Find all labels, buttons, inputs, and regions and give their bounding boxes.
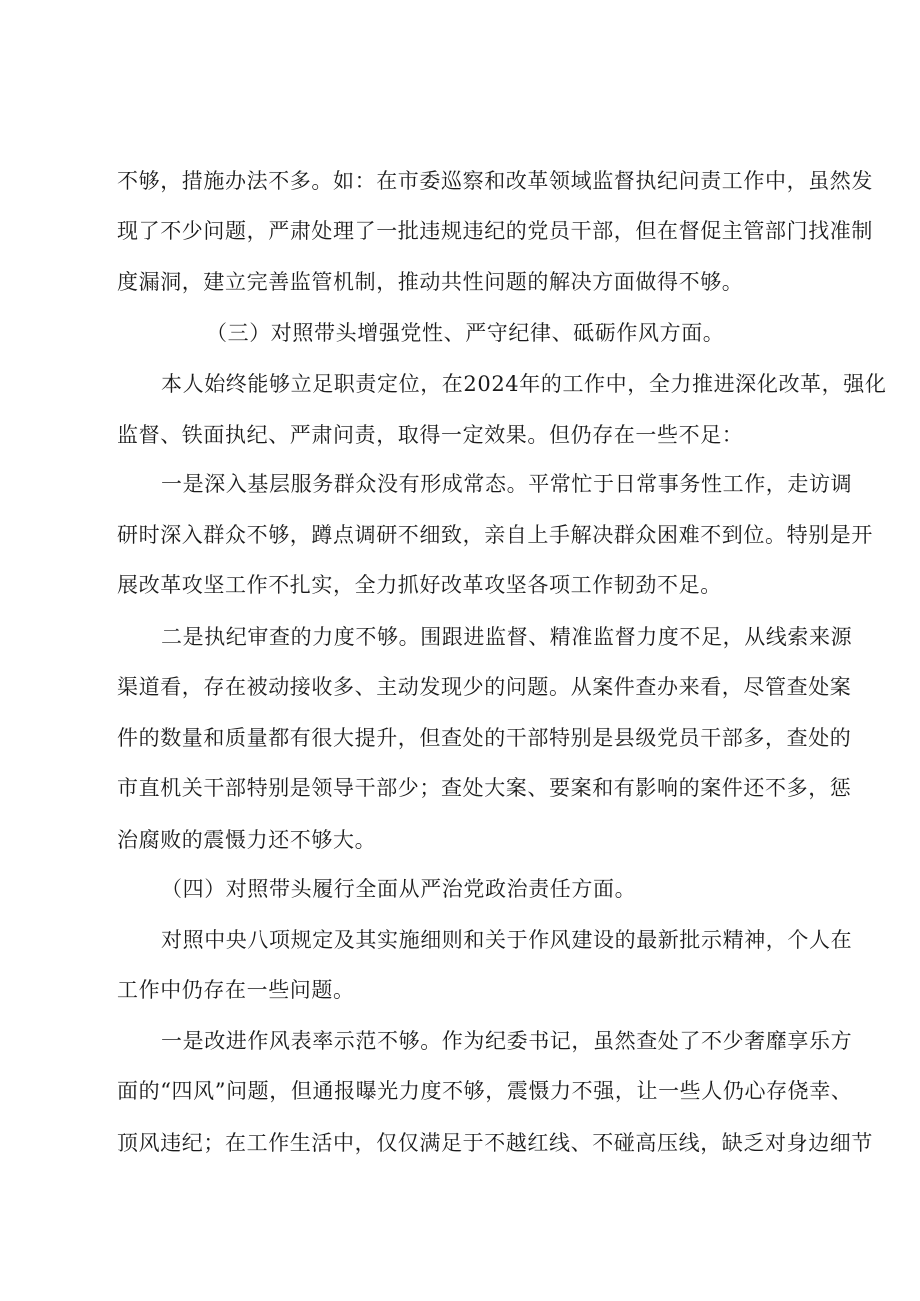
text-line: 现了不少问题，严肃处理了一批违规违纪的党员干部，但在督促主管部门找准制 [117,219,873,243]
text-line: 度漏洞，建立完善监管机制，推动共性问题的解决方面做得不够。 [117,270,744,294]
text-line: 展改革攻坚工作不扎实，全力抓好改革攻坚各项工作韧劲不足。 [117,573,722,597]
text-line: 一是改进作风表率示范不够。作为纪委书记，虽然查处了不少奢靡享乐方 [161,1029,853,1053]
text-line: 监督、铁面执纪、严肃问责，取得一定效果。但仍存在一些不足： [117,423,744,447]
text-line: 治腐败的震慑力还不够大。 [117,828,377,852]
text-line: 顶风违纪；在工作生活中，仅仅满足于不越红线、不碰高压线，缺乏对身边细节 [117,1131,873,1155]
text-line: 件的数量和质量都有很大提升，但查处的干部特别是县级党员干部多，查处的 [117,726,852,750]
text-line: 本人始终能够立足职责定位，在2024年的工作中，全力推进深化改革，强化 [161,372,887,396]
text-line: 市直机关干部特别是领导干部少；查处大案、要案和有影响的案件还不多，惩 [117,776,852,800]
text-line: 不够，措施办法不多。如：在市委巡察和改革领域监督执纪问责工作中，虽然发 [117,169,873,193]
text-line: 一是深入基层服务群众没有形成常态。平常忙于日常事务性工作，走访调 [161,472,853,496]
text-line: 二是执纪审查的力度不够。围跟进监督、精准监督力度不足，从线索来源 [161,625,853,649]
text-line: 对照中央八项规定及其实施细则和关于作风建设的最新批示精神，个人在 [161,928,853,952]
text-line: 工作中仍存在一些问题。 [117,978,355,1002]
text-line: 面的“四风”问题，但通报曝光力度不够，震慑力不强，让一些人仍心存侥幸、 [117,1079,853,1103]
text-line: 渠道看，存在被动接收多、主动发现少的问题。从案件查办来看，尽管查处案 [117,675,852,699]
section-heading: （三）对照带头增强党性、严守纪律、砥砺作风方面。 [206,321,725,345]
text-line: 研时深入群众不够，蹲点调研不细致，亲自上手解决群众困难不到位。特别是开 [117,523,873,547]
section-heading: （四）对照带头履行全面从严治党政治责任方面。 [161,877,637,901]
